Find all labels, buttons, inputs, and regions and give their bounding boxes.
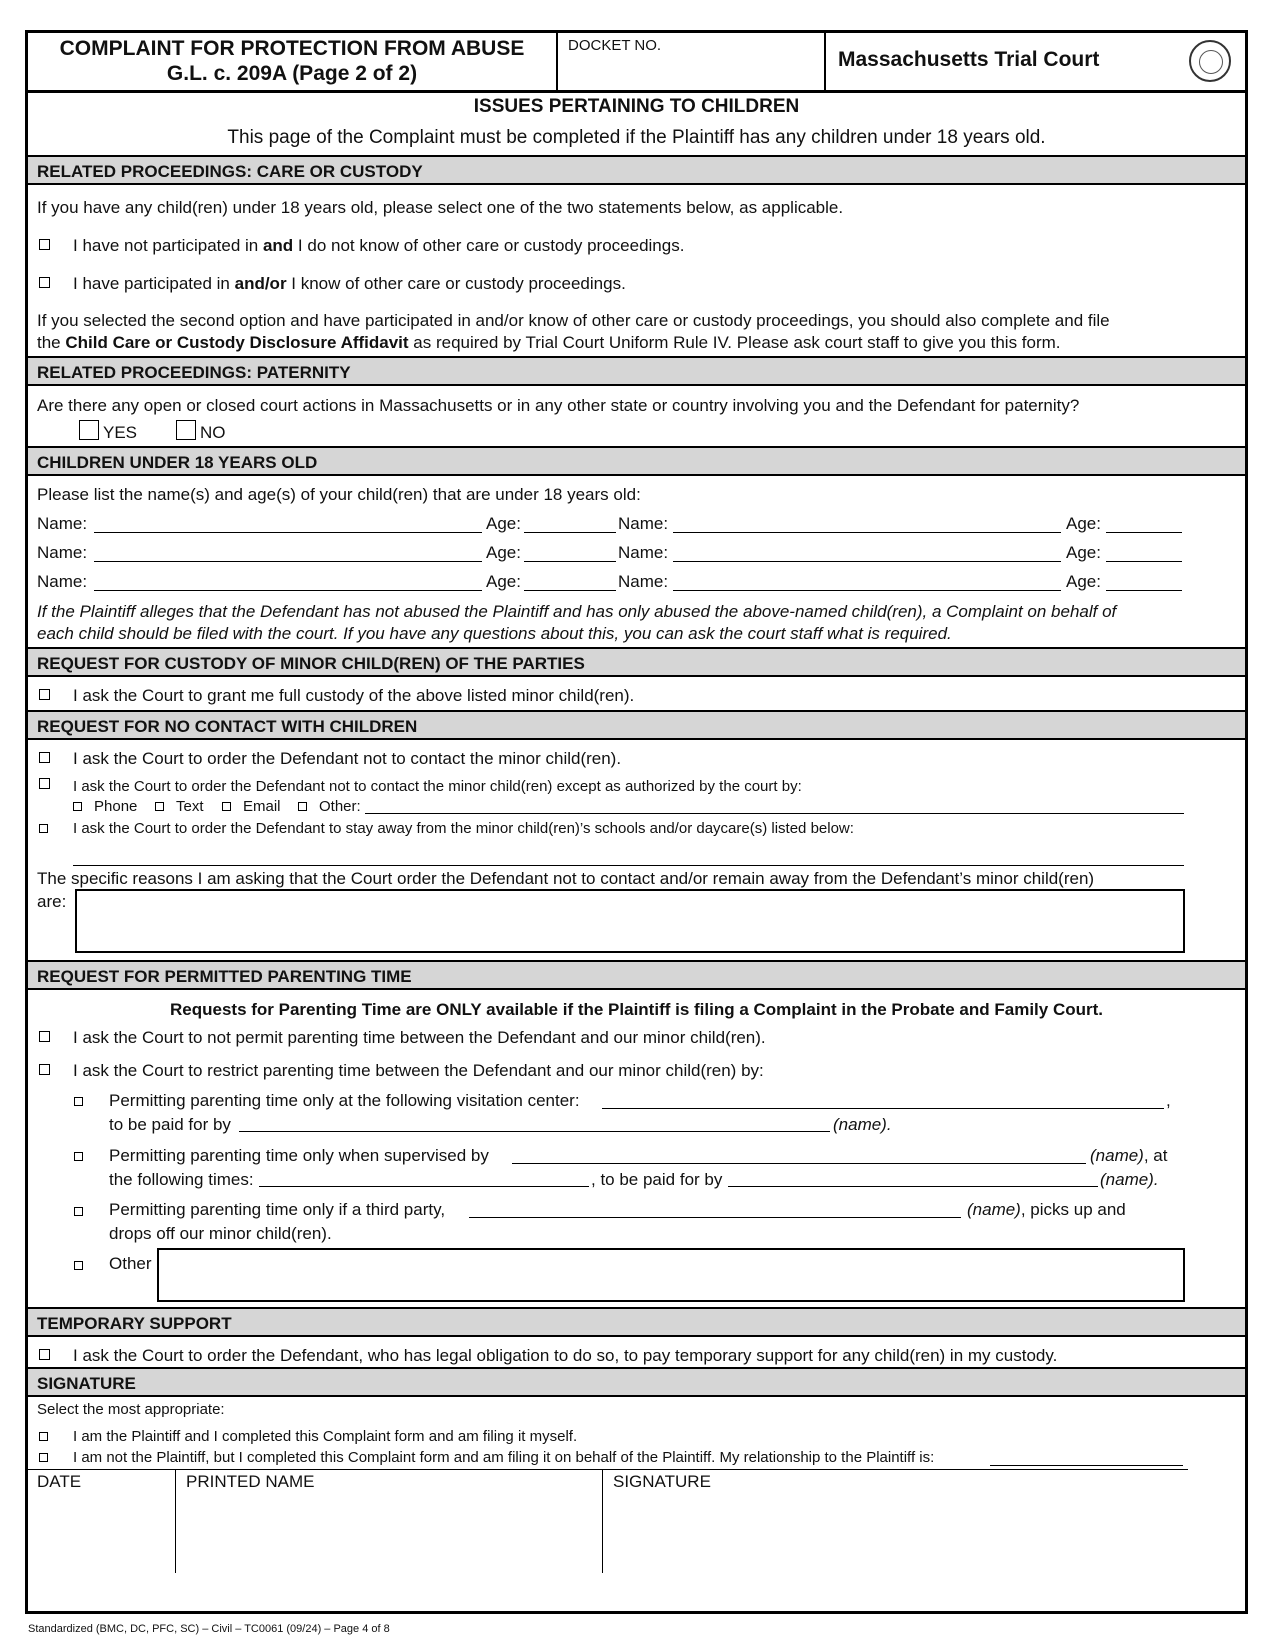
checkbox-not-participated[interactable] (39, 239, 50, 250)
signature-prompt: Select the most appropriate: (37, 1401, 225, 1418)
checkbox-temporary-support[interactable] (39, 1349, 50, 1360)
court-name-cell (826, 33, 1245, 90)
children-prompt: Please list the name(s) and age(s) of your child(ren) that are under 18 years old: (37, 485, 641, 504)
contact-other-label: Other: (319, 798, 361, 815)
signature-field[interactable] (605, 1493, 1185, 1571)
child-age-field[interactable] (1106, 561, 1182, 562)
checkbox-restrict-parenting-time[interactable] (39, 1064, 50, 1075)
third-party-line2: drops off our minor child(ren). (109, 1224, 332, 1243)
paternity-no-label: NO (200, 423, 226, 442)
checkbox-paternity-yes[interactable] (79, 420, 99, 440)
date-label: DATE (37, 1472, 82, 1491)
checkbox-no-contact[interactable] (39, 752, 50, 763)
parenting-other-label: Other (109, 1254, 152, 1273)
visitation-center-comma: , (1166, 1091, 1171, 1110)
checkbox-parenting-other[interactable] (74, 1261, 83, 1270)
docket-label: DOCKET NO. (568, 37, 662, 54)
checkbox-no-parenting-time[interactable] (39, 1031, 50, 1042)
court-seal-icon (1189, 40, 1231, 82)
option-on-behalf: I am not the Plaintiff, but I completed this Complaint form and am filing it on behalf of the Plaintiff. My relationship to the Plaintiff is: (73, 1449, 935, 1466)
checkbox-participated[interactable] (39, 277, 50, 288)
child-age-label: Age: (486, 572, 521, 591)
form-header (28, 33, 1245, 93)
signature-table-divider (175, 1470, 176, 1573)
child-name-label: Name: (618, 543, 669, 562)
child-age-field[interactable] (524, 532, 616, 533)
child-name-label: Name: (618, 514, 669, 533)
child-age-label: Age: (1066, 514, 1101, 533)
signature-label: SIGNATURE (613, 1472, 711, 1491)
contact-email-label: Email (243, 798, 281, 815)
no-contact-reasons-box[interactable] (75, 889, 1185, 953)
visitation-paid-by-field[interactable] (239, 1131, 830, 1132)
child-age-label: Age: (486, 543, 521, 562)
child-name-field[interactable] (673, 590, 1061, 591)
child-name-label: Name: (37, 572, 88, 591)
child-age-label: Age: (1066, 543, 1101, 562)
contact-other-field[interactable] (365, 813, 1184, 814)
child-age-field[interactable] (524, 561, 616, 562)
supervisor-field[interactable] (512, 1163, 1086, 1164)
contact-text-label: Text (176, 798, 204, 815)
section-heading-children: ISSUES PERTAINING TO CHILDREN (473, 96, 800, 117)
checkbox-supervised[interactable] (74, 1152, 83, 1161)
option-contact-authorized: I ask the Court to order the Defendant not to contact the minor child(ren) except as authorized by the court by: (73, 778, 802, 795)
checkbox-contact-other[interactable] (298, 802, 307, 811)
child-name-label: Name: (37, 514, 88, 533)
visitation-paid-by-label: to be paid for by (109, 1115, 231, 1134)
signature-table-top-rule (28, 1469, 1188, 1470)
child-age-label: Age: (486, 514, 521, 533)
checkbox-contact-authorized[interactable] (39, 778, 50, 789)
child-name-field[interactable] (94, 590, 482, 591)
child-age-field[interactable] (524, 590, 616, 591)
intro-note: This page of the Complaint must be completed if the Plaintiff has any children under 18 years old. (227, 127, 1046, 148)
child-name-field[interactable] (94, 561, 482, 562)
contact-phone-label: Phone (94, 798, 138, 815)
third-party-name-hint: (name), picks up and (967, 1200, 1126, 1219)
no-contact-reasons-line1: The specific reasons I am asking that the Court order the Defendant not to contact and/or remain away from the Defendant’s minor child(ren) (37, 869, 1095, 888)
child-name-field[interactable] (94, 532, 482, 533)
option-participated: I have participated in and/or I know of other care or custody proceedings. (73, 274, 626, 293)
custody-request-header: REQUEST FOR CUSTODY OF MINOR CHILD(REN) OF THE PARTIES (28, 647, 1245, 677)
custody-proceedings-prompt: If you have any child(ren) under 18 years old, please select one of the two statements below, as applicable. (37, 198, 844, 217)
option-stay-away-schools: I ask the Court to order the Defendant to stay away from the minor child(ren)’s schools and/or daycare(s) listed below: (73, 820, 854, 837)
child-name-field[interactable] (673, 561, 1061, 562)
option-no-parenting-time: I ask the Court to not permit parenting time between the Defendant and our minor child(ren). (73, 1028, 766, 1047)
children-note-line1: If the Plaintiff alleges that the Defendant has not abused the Plaintiff and has only abused the above-named child(ren), a Complaint on behalf of (37, 602, 1117, 621)
checkbox-contact-phone[interactable] (73, 802, 82, 811)
disclosure-info-line1: If you selected the second option and have participated in and/or know of other care or custody proceedings, you should also complete and file (37, 311, 1110, 330)
child-name-field[interactable] (673, 532, 1061, 533)
schools-list-field[interactable] (73, 865, 1184, 866)
checkbox-contact-text[interactable] (155, 802, 164, 811)
checkbox-stay-away-schools[interactable] (39, 824, 48, 833)
date-field[interactable] (28, 1493, 174, 1571)
checkbox-plaintiff-filing[interactable] (39, 1432, 48, 1441)
children-note-line2: each child should be filed with the court. If you have any questions about this, you can ask the court staff what is required. (37, 624, 952, 643)
supervised-times-field[interactable] (259, 1186, 589, 1187)
checkbox-third-party[interactable] (74, 1207, 83, 1216)
visitation-paid-by-name-hint: (name). (833, 1115, 892, 1134)
option-no-contact: I ask the Court to order the Defendant not to contact the minor child(ren). (73, 749, 622, 768)
child-age-field[interactable] (1106, 590, 1182, 591)
form-title-line1: COMPLAINT FOR PROTECTION FROM ABUSE (59, 37, 525, 60)
supervised-times-label: the following times: (109, 1170, 254, 1189)
paternity-header: RELATED PROCEEDINGS: PATERNITY (28, 356, 1245, 386)
checkbox-on-behalf[interactable] (39, 1453, 48, 1462)
checkbox-paternity-no[interactable] (176, 420, 196, 440)
checkbox-contact-email[interactable] (222, 802, 231, 811)
form-title (28, 33, 558, 90)
option-not-participated: I have not participated in and I do not know of other care or custody proceedings. (73, 236, 685, 255)
parenting-other-box[interactable] (157, 1248, 1185, 1302)
complaint-form-page (25, 30, 1248, 1614)
option-restrict-parenting-time: I ask the Court to restrict parenting time between the Defendant and our minor child(ren) by: (73, 1061, 764, 1080)
temporary-support-header: TEMPORARY SUPPORT (28, 1307, 1245, 1337)
option-plaintiff-filing: I am the Plaintiff and I completed this Complaint form and am filing it myself. (73, 1428, 578, 1445)
visitation-center-label: Permitting parenting time only at the following visitation center: (109, 1091, 580, 1110)
child-name-label: Name: (37, 543, 88, 562)
option-full-custody: I ask the Court to grant me full custody of the above listed minor child(ren). (73, 686, 635, 705)
third-party-field[interactable] (469, 1217, 961, 1218)
disclosure-info-line2: the Child Care or Custody Disclosure Affidavit as required by Trial Court Uniform Rule IV. Please ask court staff to give you this form. (37, 333, 1061, 352)
children-header: CHILDREN UNDER 18 YEARS OLD (28, 446, 1245, 476)
signature-header: SIGNATURE (28, 1367, 1245, 1397)
printed-name-field[interactable] (178, 1493, 600, 1571)
no-contact-reasons-line2: are: (37, 892, 67, 911)
custody-proceedings-header: RELATED PROCEEDINGS: CARE OR CUSTODY (28, 155, 1245, 185)
visitation-center-field[interactable] (602, 1108, 1164, 1109)
child-age-label: Age: (1066, 572, 1101, 591)
supervised-label: Permitting parenting time only when supervised by (109, 1146, 489, 1165)
child-age-field[interactable] (1106, 532, 1182, 533)
supervised-paid-by-label: , to be paid for by (591, 1170, 723, 1189)
option-temporary-support: I ask the Court to order the Defendant, who has legal obligation to do so, to pay temporary support for any child(ren) in my custody. (73, 1346, 1058, 1365)
docket-number-field[interactable] (558, 33, 826, 90)
relationship-field[interactable] (990, 1465, 1183, 1466)
parenting-time-header: REQUEST FOR PERMITTED PARENTING TIME (28, 960, 1245, 990)
paternity-yes-label: YES (103, 423, 138, 442)
child-name-label: Name: (618, 572, 669, 591)
printed-name-label: PRINTED NAME (186, 1472, 315, 1491)
form-title-line2: G.L. c. 209A (Page 2 of 2) (166, 62, 418, 85)
paternity-question: Are there any open or closed court actions in Massachusetts or in any other state or country involving you and the Defendant for paternity? (37, 396, 1080, 415)
supervisor-name-hint: (name), at (1090, 1146, 1168, 1165)
no-contact-header: REQUEST FOR NO CONTACT WITH CHILDREN (28, 710, 1245, 740)
signature-table-divider (602, 1470, 603, 1573)
court-name: Massachusetts Trial Court (838, 48, 1100, 71)
checkbox-full-custody[interactable] (39, 689, 50, 700)
supervised-paid-by-name-hint: (name). (1100, 1170, 1159, 1189)
form-footer: Standardized (BMC, DC, PFC, SC) – Civil – TC0061 (09/24) – Page 4 of 8 (28, 1623, 390, 1635)
supervised-paid-by-field[interactable] (728, 1186, 1098, 1187)
parenting-time-notice: Requests for Parenting Time are ONLY available if the Plaintiff is filing a Complaint in the Probate and Family Court. (170, 1000, 1103, 1019)
third-party-label: Permitting parenting time only if a third party, (109, 1200, 446, 1219)
checkbox-visitation-center[interactable] (74, 1097, 83, 1106)
